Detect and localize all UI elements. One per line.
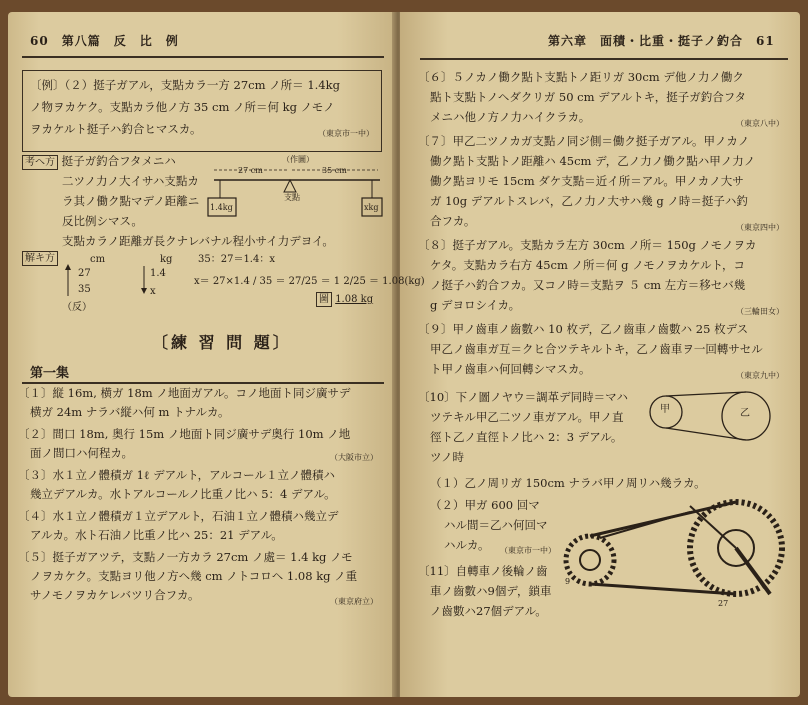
figure-fulcrum: 支點 [284, 193, 300, 202]
left-problem-3-line-2: 幾立デアルカ。水トアルコールノ比重ノ比ハ 5：4 デアル。 [30, 487, 336, 501]
right-problem-8-line-1 [418, 236, 756, 255]
problem-text: 甲ノ齒車ノ齒數ハ 10 枚デ，乙ノ齒車ノ齒數ハ 25 枚デス [452, 322, 749, 336]
thinking-tag: 考へ方 [22, 155, 58, 170]
section-title: 第一集 [30, 366, 70, 381]
right-page-header: 第六章 面積・比重・挺子ノ釣合 61 [548, 34, 775, 48]
problem-num: 〔８〕 [418, 238, 453, 252]
problem-text: 甲ガ 600 回マ [464, 498, 540, 512]
problem-text: 下ノ圖ノヤウ＝調革デ同時＝マハ [455, 390, 629, 404]
right-subq-2-line-1 [430, 496, 540, 515]
right-problem-11-line-1 [418, 562, 548, 581]
thinking-line-2: 二ツノ力ノ大イサハ支點カ [62, 174, 199, 188]
right-problem-10-line-3: 徑ト乙ノ直徑トノ比ハ 2：3 デアル。 [430, 430, 623, 444]
value-cm-2: 35 [78, 284, 91, 295]
right-problem-11-line-3: ノ齒數ハ27個デアル。 [430, 604, 547, 618]
figure-left-weight: 1.4kg [210, 203, 233, 212]
right-subq-2-line-3: ハルカ。 [444, 538, 490, 552]
left-page-header: 60 第八篇 反 比 例 [30, 34, 179, 48]
problem-num: 〔10〕 [418, 390, 456, 404]
right-problem-7-line-5: 合フカ。 [430, 214, 476, 228]
left-problem-5-line-3: サノモノヲカケレバツリ合フカ。 [30, 588, 200, 602]
right-problem-7-line-2: 働ク點ト支點トノ距離ハ 45cm デ，乙ノ力ノ働ク點ハ甲ノ力ノ [430, 154, 756, 168]
problem-num: （２） [430, 498, 465, 512]
right-problem-8-source: （三輪田女） [736, 307, 784, 316]
left-header-rule [22, 56, 384, 58]
problem-num: 〔６〕 [418, 70, 453, 84]
thinking-line-1 [22, 152, 176, 171]
gear-label-large: 27 [718, 599, 729, 608]
answer-value: 1.08 kg [335, 294, 374, 305]
bicycle-gear-figure [560, 498, 792, 610]
problem-text: 甲乙二ツノカガ支點ノ同ジ側＝働ク挺子ガアル。甲ノカノ [452, 134, 750, 148]
problem-text: 間口 18m, 奥行 15m ノ地面ト同ジ廣サデ奥行 10m ノ地 [52, 427, 351, 441]
equation: x＝ 27×1.4 / 35 ＝ 27/25 ＝ 1 2/25 ＝ 1.08(kg) [194, 276, 425, 287]
problem-text: 乙ノ周リガ 150cm ナラバ甲ノ周リハ幾ラカ。 [464, 476, 706, 490]
problem-num: 〔５〕 [18, 550, 53, 564]
problem-num: 〔３〕 [18, 468, 53, 482]
example-line-3: ヲカケルト挺子ハ釣合ヒマスカ。 [30, 122, 202, 136]
problem-text: ５ノカノ働ク點ト支點トノ距リガ 30cm デ他ノ力ノ働ク [452, 70, 744, 84]
thinking-line-4: 反比例シマス。 [62, 214, 143, 228]
left-problem-5-line-1 [18, 548, 353, 567]
thinking-line-5: 支點カラノ距離ガ長クナレバナル程小サイ力デヨイ。 [62, 234, 334, 248]
right-problem-9-line-3: ト甲ノ齒車ハ何回轉シマスカ。 [430, 362, 591, 376]
figure-right-weight: xkg [364, 203, 379, 212]
value-kg-2: x [150, 286, 156, 297]
figure-top-label: （作圖） [282, 155, 314, 164]
pulley-label-left: 甲 [660, 404, 670, 415]
right-problem-9-line-1 [418, 320, 748, 339]
problem-num: 〔11〕 [418, 564, 456, 578]
right-problem-6-source: （東京八中） [736, 119, 784, 128]
right-subq-2-source: （東京市一中） [500, 546, 556, 555]
right-subq-1 [430, 474, 706, 493]
exercise-title: 〔練 習 問 題〕 [152, 333, 292, 352]
right-problem-10-line-4: ツノ時 [430, 450, 465, 464]
arrows [62, 264, 162, 298]
proportion: 35：27＝1.4：x [198, 254, 275, 265]
right-problem-7-line-1 [418, 132, 749, 151]
right-problem-6-line-3: メニハ他ノ方ノ力ハイクラカ。 [430, 110, 591, 124]
right-problem-11-line-2: 車ノ齒數ハ9個デ，鎖車 [430, 584, 552, 598]
pulley-label-right: 乙 [740, 408, 750, 419]
left-problem-2-source: （大阪市立） [330, 453, 378, 462]
figure-left-dist: 27 cm [238, 166, 263, 175]
right-problem-10-line-2: ツテキル甲乙二ツノ車ガアル。甲ノ直 [430, 410, 624, 424]
right-problem-6-line-2: 點ト支點トノヘダクリガ 50 cm デアルトキ，挺子ガ釣合フタ [430, 90, 746, 104]
right-problem-7-line-3: 働ク點ヨリモ 15cm ダケ支點＝近イ所＝アル。甲ノカノ大サ [430, 174, 744, 188]
left-problem-1-line-1 [18, 384, 350, 403]
left-problem-4-line-1 [18, 507, 339, 526]
right-header-rule [420, 58, 788, 60]
problem-num: 〔２〕 [18, 427, 53, 441]
problem-text: 水１立ノ體積ガ１立デアルト，石油１立ノ體積ハ幾立デ [52, 509, 339, 523]
right-problem-10-line-1 [418, 388, 628, 407]
right-problem-7-source: （東京四中） [736, 223, 784, 232]
left-problem-4-line-2: アルカ。水ト石油ノ比重ノ比ハ 25：21 デアル。 [30, 528, 283, 542]
problem-text: 挺子ガアツテ，支點ノ一方カラ 27cm ノ處＝ 1.4 kg ノモ [52, 550, 353, 564]
solution-tag-line [22, 248, 58, 267]
example-source: （東京市一中） [318, 129, 374, 138]
figure-right-dist: 35 cm [322, 166, 347, 175]
solution-tag: 解キ方 [22, 251, 58, 266]
right-problem-9-source: （東京九中） [736, 371, 784, 380]
example-line-1: 〔例〕（２）挺子ガアル，支點カラ一方 27cm ノ所＝ 1.4kg [30, 78, 340, 92]
left-problem-3-line-1 [18, 466, 335, 485]
answer-line [316, 290, 373, 309]
problem-num: 〔７〕 [418, 134, 453, 148]
unit-cm: cm [90, 254, 106, 265]
left-problem-1-line-2: 横ガ 24m ナラバ縦ハ何 m トナルカ。 [30, 405, 230, 419]
thinking-text-1: 挺子ガ釣合フタメニハ [61, 154, 176, 168]
left-problem-5-line-2: ノヲカケク。支點ヨリ他ノ方ヘ幾 cm ノトコロヘ 1.08 kg ノ重 [30, 569, 358, 583]
pulley-figure [640, 388, 790, 454]
problem-num: 〔４〕 [18, 509, 53, 523]
left-problem-2-line-2: 面ノ間口ハ何程カ。 [30, 446, 134, 460]
gear-label-small: 9 [565, 577, 571, 586]
value-kg-1: 1.4 [150, 268, 166, 279]
right-problem-8-line-3: ノ挺子ハ釣合フカ。又コノ時＝支點ヲ ５ cm 左方＝移セバ幾 [430, 278, 746, 292]
problem-num: （１） [430, 476, 465, 490]
thinking-line-3: ラ其ノ働ク點マデノ距離ニ [62, 194, 200, 208]
unit-kg: kg [160, 254, 173, 265]
left-problem-5-source: （東京府立） [330, 597, 378, 606]
right-problem-6-line-1 [418, 68, 744, 87]
right-problem-9-line-2: 甲乙ノ齒車ガ互＝クヒ合ツテキルトキ，乙ノ齒車ヲ一回轉サセル [430, 342, 763, 356]
problem-num: 〔９〕 [418, 322, 453, 336]
answer-tag: 圖 [316, 292, 332, 307]
value-cm-1: 27 [78, 268, 91, 279]
left-problem-2-line-1 [18, 425, 350, 444]
right-problem-8-line-4: g デヨロシイカ。 [430, 298, 521, 312]
right-problem-7-line-4: ガ 10g デアルトスレバ，乙ノ力ノ大サハ幾 g ノ時＝挺子ハ釣 [430, 194, 748, 208]
right-problem-8-line-2: ケタ。支點カラ右方 45cm ノ所＝何 g ノモノヲカケルト，コ [430, 258, 746, 272]
right-subq-2-line-2: ハル間＝乙ハ何回マ [444, 518, 548, 532]
example-line-2: ノ物ヲカケク。支點カラ他ノ方 35 cm ノ所＝何 kg ノモノ [30, 100, 335, 114]
problem-text: 自轉車ノ後輪ノ齒 [455, 564, 548, 578]
problem-text: 縦 16m, 横ガ 18m ノ地面ガアル。コノ地面ト同ジ廣サデ [52, 386, 351, 400]
problem-num: 〔１〕 [18, 386, 53, 400]
problem-text: 挺子ガアル。支點カラ左方 30cm ノ所＝ 150g ノモノヲカ [452, 238, 757, 252]
inverse-label: （反） [62, 302, 92, 313]
problem-text: 水１立ノ體積ガ 1ℓ デアルト，アルコール１立ノ體積ハ [52, 468, 335, 482]
